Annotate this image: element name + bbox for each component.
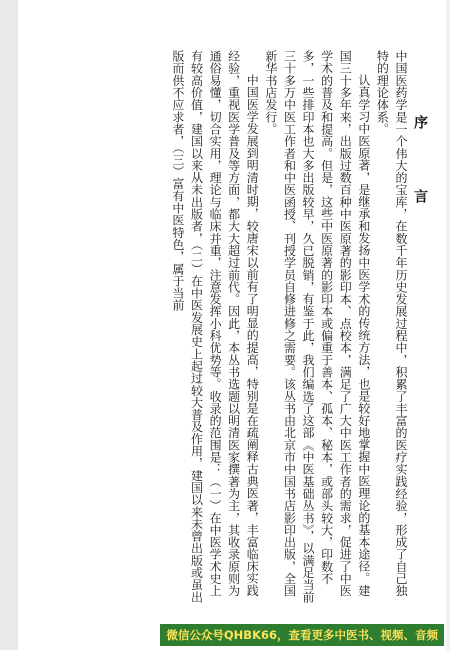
viewer-left-margin <box>0 0 19 650</box>
paragraph-3: 中国医学发展到明清时期，较唐宋以前有了明显的提高，特别是在疏阐释古典医著，丰富临床实践经验，重视医学普及等方面，都大大超过前代。因此，本丛书选题以明清医家撰著为主，其收录原则为通俗易懂，切合实用，理论与临床并重，注意发挥小科优势等。收录的范围是：（一）在中医学术史上有较高价值，建国以来从未出版者，（二）在中医发展史上起过较大普及作用，建国以来未曾出版或虽出版而供不应求者，（三）富有中医特色，属于当前 <box>170 50 260 603</box>
page-gutter <box>18 0 33 650</box>
paragraph-2: 认真学习中医原著，是继承和发扬中医学术的传统方法，也是较好地掌握中医理论的基本途径。建国三十多年来，出版过数百种中医原著的影印本、点校本，满足了广大中医工作者的需求，促进了中医学术的普及和提高。但是，这些中医原著的影印本或偏重于善本、孤本、秘本，或部头较大，印数不多，一些排印本也大多出版较早，久已脱销，有鉴于此，我们编选了这部《中医基础丛书》，以满足当前三十多万中医工作者和中医函授、刊授学员自修进修之需要。该丛书由北京市中国书店影印出版，全国新华书店发行。 <box>263 50 371 603</box>
paragraph-1: 中国医药学是一个伟大的宝库，在数千年历史发展过程中，积累了丰富的医疗实践经验，形成了自己独特的理论体系。 <box>375 50 408 597</box>
watermark-banner: 微信公众号QHBK66，查看更多中医书、视频、音频 <box>160 624 444 646</box>
document-page <box>32 0 450 650</box>
page-title: 序 言 <box>412 115 428 225</box>
page-right-edge <box>446 0 450 650</box>
body-text <box>140 50 410 605</box>
